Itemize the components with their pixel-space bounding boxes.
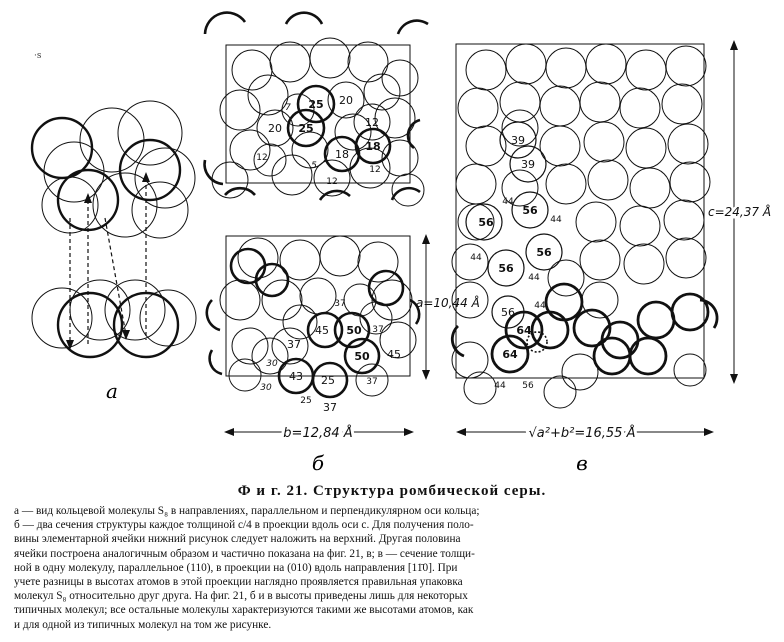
svg-text:37: 37 bbox=[334, 299, 346, 309]
svg-text:37: 37 bbox=[323, 401, 337, 414]
panel-label-a: а bbox=[106, 379, 118, 403]
caption-line: вины элементарной ячейки нижний рисунок следует наложить на верхний. Другая половина bbox=[14, 533, 461, 546]
svg-text:56: 56 bbox=[522, 204, 538, 217]
svg-text:18: 18 bbox=[365, 140, 381, 153]
svg-text:25: 25 bbox=[308, 98, 324, 111]
panel-b-bottom-section bbox=[207, 236, 419, 397]
svg-text:37: 37 bbox=[287, 338, 301, 351]
svg-text:12: 12 bbox=[369, 165, 381, 175]
svg-text:56: 56 bbox=[498, 262, 514, 275]
svg-text:12: 12 bbox=[326, 177, 338, 187]
panel-a-arrows bbox=[70, 178, 146, 345]
svg-text:30: 30 bbox=[266, 359, 278, 369]
svg-text:44: 44 bbox=[534, 301, 546, 311]
panel-b-b-label: b=12,84 Å bbox=[283, 426, 353, 441]
panel-label-b: б bbox=[311, 451, 325, 475]
svg-text:56: 56 bbox=[536, 246, 552, 259]
svg-text:50: 50 bbox=[346, 324, 362, 337]
svg-text:39: 39 bbox=[511, 134, 525, 147]
svg-text:5: 5 bbox=[311, 161, 317, 171]
svg-text:37: 37 bbox=[366, 377, 378, 387]
svg-text:50: 50 bbox=[354, 350, 370, 363]
svg-text:25: 25 bbox=[300, 396, 312, 406]
svg-text:64: 64 bbox=[502, 348, 518, 361]
caption-body bbox=[14, 504, 770, 632]
caption-line: типичных молекул; все остальные молекулы характеризуются такими же высотами атомов, как bbox=[14, 604, 474, 617]
caption-title: Ф и г. 21. Структура ромбической серы. bbox=[237, 483, 547, 499]
svg-text:56: 56 bbox=[501, 306, 515, 319]
caption-line: ной в одну молекулу, параллельное (110), в проекции на (010) вдоль направления [11̄0]. При bbox=[14, 561, 458, 574]
corner-mark: ·s bbox=[34, 51, 42, 61]
panel-c-numbers bbox=[470, 134, 562, 391]
svg-text:18: 18 bbox=[335, 148, 349, 161]
caption-line: а — вид кольцевой молекулы S₈ в направлениях, параллельном и перпендикулярном оси кольца; bbox=[14, 505, 480, 517]
svg-text:25: 25 bbox=[321, 374, 335, 387]
svg-text:44: 44 bbox=[470, 253, 482, 263]
caption-line: б — два сечения структуры каждое толщиной c/4 в проекции вдоль оси c. Для получения поло- bbox=[14, 519, 474, 532]
svg-text:37: 37 bbox=[372, 325, 384, 335]
panel-a-molecule bbox=[32, 101, 196, 357]
svg-text:25: 25 bbox=[298, 122, 314, 135]
svg-text:56: 56 bbox=[522, 381, 534, 391]
svg-text:12: 12 bbox=[256, 153, 268, 163]
svg-text:39: 39 bbox=[521, 158, 535, 171]
panel-label-c: в bbox=[576, 451, 588, 475]
caption-line: учете разницы в высотах атомов в этой проекции наглядно проявляется правильная упаковка bbox=[14, 576, 463, 589]
svg-text:44: 44 bbox=[502, 197, 514, 207]
panel-b-a-label: a=10,44 Å bbox=[416, 296, 480, 310]
svg-text:44: 44 bbox=[494, 381, 506, 391]
svg-text:7: 7 bbox=[285, 103, 291, 113]
svg-text:56: 56 bbox=[478, 216, 494, 229]
svg-text:12: 12 bbox=[365, 116, 379, 129]
svg-text:64: 64 bbox=[516, 324, 532, 337]
panel-c-c-label: c=24,37 Å bbox=[708, 205, 772, 219]
caption-line: ячейки построена аналогичным образом и частично показана на фиг. 21, в; в — сечение толщи- bbox=[14, 547, 475, 560]
svg-text:20: 20 bbox=[268, 122, 282, 135]
svg-text:44: 44 bbox=[528, 273, 540, 283]
svg-text:20: 20 bbox=[339, 94, 353, 107]
caption-line: молекул S₈ относительно друг друга. На фиг. 21, б и в высоты приведены лишь для некоторых bbox=[14, 590, 468, 603]
panel-c-diag-label: √a²+b²=16,55 Å bbox=[528, 426, 636, 441]
svg-text:45: 45 bbox=[315, 324, 329, 337]
caption-line: и для одной из типичных молекул на том же рисунке. bbox=[14, 618, 272, 631]
svg-text:30: 30 bbox=[260, 383, 272, 393]
figure-caption bbox=[0, 483, 784, 632]
svg-text:43: 43 bbox=[289, 370, 303, 383]
panel-a-bottom-ring bbox=[32, 280, 196, 348]
svg-text:44: 44 bbox=[550, 215, 562, 225]
svg-text:45: 45 bbox=[387, 348, 401, 361]
